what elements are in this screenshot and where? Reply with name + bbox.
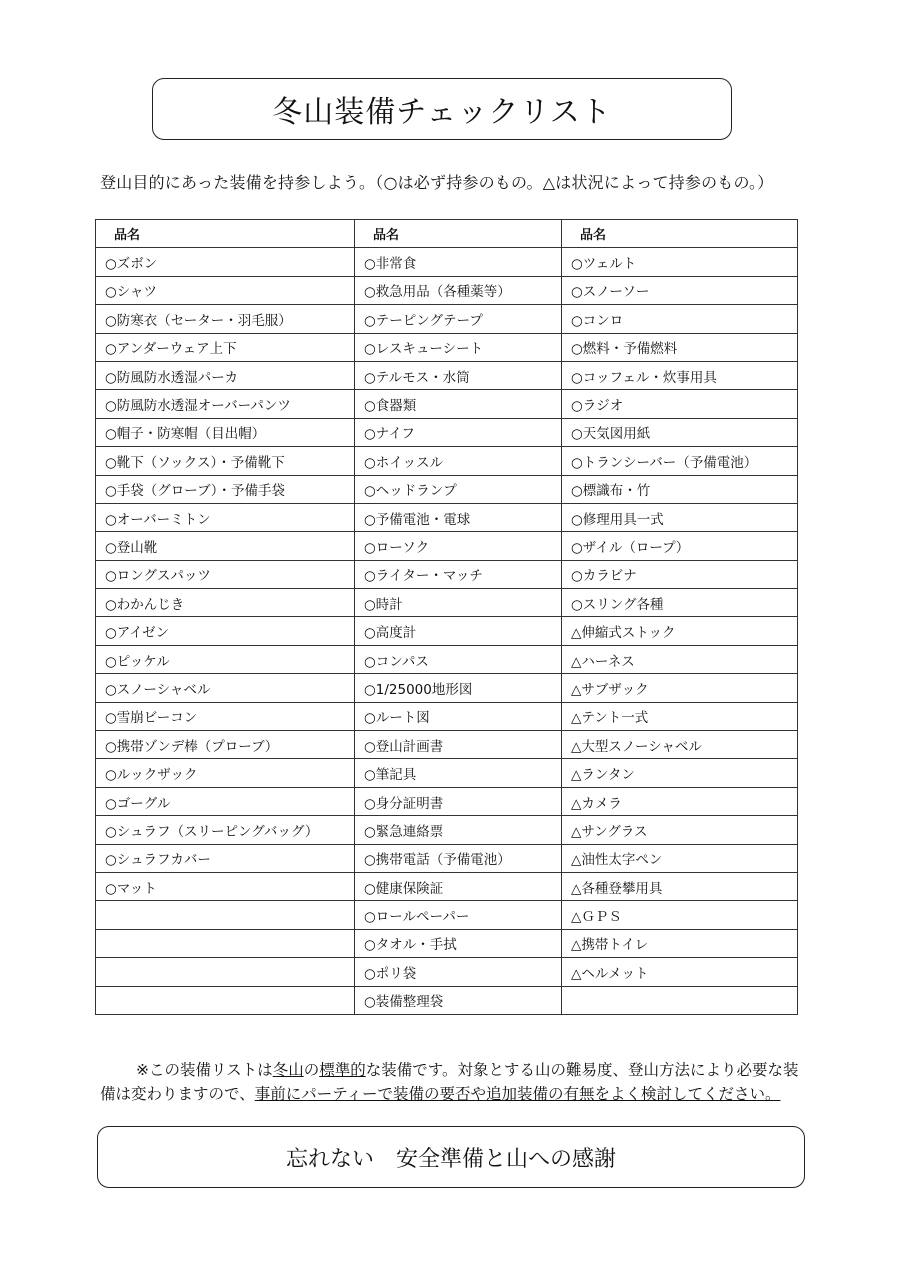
item-cell: ○スノーシャベル <box>96 674 355 702</box>
item-cell <box>562 986 798 1014</box>
column-header: 品名 <box>562 220 798 248</box>
item-cell: ○わかんじき <box>96 589 355 617</box>
table-row <box>96 617 798 645</box>
item-cell: ○防寒衣（セーター・羽毛服） <box>96 305 355 333</box>
item-cell: △大型スノーシャベル <box>562 731 798 759</box>
item-cell: ○ヘッドランプ <box>355 475 562 503</box>
item-cell: ○シュラフ（スリーピングバッグ） <box>96 816 355 844</box>
item-cell: ○1/25000地形図 <box>355 674 562 702</box>
table-row <box>96 361 798 389</box>
item-cell: ○靴下（ソックス）・予備靴下 <box>96 447 355 475</box>
underlined-text: 冬山 <box>272 1061 304 1079</box>
table-row <box>96 787 798 815</box>
item-cell: ○手袋（グローブ）・予備手袋 <box>96 475 355 503</box>
table-row <box>96 872 798 900</box>
item-cell: ○非常食 <box>355 248 562 276</box>
table-row <box>96 418 798 446</box>
item-cell: △カメラ <box>562 787 798 815</box>
item-cell: △各種登攀用具 <box>562 872 798 900</box>
item-cell: ○緊急連絡票 <box>355 816 562 844</box>
table-row <box>96 702 798 730</box>
footnote-line-1: ※この装備リストは冬山の標準的な装備です。対象とする山の難易度、登山方法により必要な装 <box>136 1061 799 1079</box>
title-box <box>152 78 732 140</box>
table-row <box>96 929 798 957</box>
table-row <box>96 958 798 986</box>
item-cell: ○スノーソー <box>562 276 798 304</box>
column-header: 品名 <box>355 220 562 248</box>
item-cell: ○ラジオ <box>562 390 798 418</box>
footnote-line-2: 備は変わりますので、事前にパーティーで装備の要否や追加装備の有無をよく検討してください。 <box>100 1085 781 1103</box>
item-cell: ○食器類 <box>355 390 562 418</box>
table-row <box>96 276 798 304</box>
item-cell: ○タオル・手拭 <box>355 929 562 957</box>
item-cell: △携帯トイレ <box>562 929 798 957</box>
item-cell: △テント一式 <box>562 702 798 730</box>
item-cell: ○ザイル（ロープ） <box>562 532 798 560</box>
item-cell: △ヘルメット <box>562 958 798 986</box>
item-cell: ○コンパス <box>355 645 562 673</box>
item-cell: ○ロングスパッツ <box>96 560 355 588</box>
intro-text: 登山目的にあった装備を持参しよう。（○は必ず持参のもの。△は状況によって持参のもの。） <box>100 173 774 192</box>
item-cell: ○防風防水透湿オーバーパンツ <box>96 390 355 418</box>
table-row <box>96 333 798 361</box>
item-cell: ○筆記具 <box>355 759 562 787</box>
item-cell: ○ルックザック <box>96 759 355 787</box>
item-cell: ○テルモス・水筒 <box>355 361 562 389</box>
item-cell: △伸縮式ストック <box>562 617 798 645</box>
item-cell: ○ナイフ <box>355 418 562 446</box>
item-cell: ○登山計画書 <box>355 731 562 759</box>
table-row <box>96 503 798 531</box>
item-cell: △油性太字ペン <box>562 844 798 872</box>
item-cell: ○トランシーバー（予備電池） <box>562 447 798 475</box>
item-cell: ○携帯電話（予備電池） <box>355 844 562 872</box>
item-cell: ○ホイッスル <box>355 447 562 475</box>
item-cell: ○予備電池・電球 <box>355 503 562 531</box>
item-cell: ○装備整理袋 <box>355 986 562 1014</box>
motto-box <box>97 1126 805 1188</box>
item-cell: ○シャツ <box>96 276 355 304</box>
page-title: 冬山装備チェックリスト <box>272 95 612 130</box>
table-row <box>96 759 798 787</box>
item-cell: ○シュラフカバー <box>96 844 355 872</box>
item-cell: △サングラス <box>562 816 798 844</box>
table-row <box>96 560 798 588</box>
item-cell: △ＧＰＳ <box>562 901 798 929</box>
item-cell <box>96 958 355 986</box>
table-row <box>96 986 798 1014</box>
item-cell: ○ツェルト <box>562 248 798 276</box>
item-cell: ○燃料・予備燃料 <box>562 333 798 361</box>
item-cell: ○アイゼン <box>96 617 355 645</box>
table-row <box>96 844 798 872</box>
item-cell: ○ズボン <box>96 248 355 276</box>
item-cell: ○携帯ゾンデ棒（プローブ） <box>96 731 355 759</box>
item-cell: ○スリング各種 <box>562 589 798 617</box>
footnote <box>100 1058 810 1106</box>
table-row <box>96 447 798 475</box>
item-cell: ○標識布・竹 <box>562 475 798 503</box>
item-cell: ○テーピングテープ <box>355 305 562 333</box>
table-row <box>96 901 798 929</box>
item-cell <box>96 901 355 929</box>
item-cell: ○コッフェル・炊事用具 <box>562 361 798 389</box>
item-cell: ○修理用具一式 <box>562 503 798 531</box>
item-cell: △ランタン <box>562 759 798 787</box>
item-cell: △ハーネス <box>562 645 798 673</box>
item-cell: ○登山靴 <box>96 532 355 560</box>
checklist-body <box>96 248 798 1015</box>
underlined-text: 標準的 <box>319 1061 366 1079</box>
table-row <box>96 674 798 702</box>
item-cell: ○コンロ <box>562 305 798 333</box>
item-cell: △サブザック <box>562 674 798 702</box>
table-row <box>96 589 798 617</box>
table-row <box>96 475 798 503</box>
underlined-text: 事前にパーティーで装備の要否や追加装備の有無をよく検討してください。 <box>254 1085 781 1103</box>
item-cell: ○時計 <box>355 589 562 617</box>
item-cell: ○カラビナ <box>562 560 798 588</box>
equipment-checklist-table <box>95 219 798 1015</box>
item-cell: ○マット <box>96 872 355 900</box>
table-row <box>96 645 798 673</box>
item-cell: ○天気図用紙 <box>562 418 798 446</box>
table-row <box>96 532 798 560</box>
item-cell: ○帽子・防寒帽（目出帽） <box>96 418 355 446</box>
motto-text: 忘れない 安全準備と山への感謝 <box>285 1146 616 1172</box>
column-header: 品名 <box>96 220 355 248</box>
item-cell <box>96 929 355 957</box>
table-row <box>96 731 798 759</box>
table-row <box>96 390 798 418</box>
item-cell: ○ロールペーパー <box>355 901 562 929</box>
table-row <box>96 248 798 276</box>
item-cell: ○防風防水透湿パーカ <box>96 361 355 389</box>
item-cell: ○ライター・マッチ <box>355 560 562 588</box>
item-cell: ○ゴーグル <box>96 787 355 815</box>
item-cell: ○高度計 <box>355 617 562 645</box>
table-header-row <box>96 220 798 248</box>
item-cell <box>96 986 355 1014</box>
table-row <box>96 816 798 844</box>
item-cell: ○ポリ袋 <box>355 958 562 986</box>
item-cell: ○健康保険証 <box>355 872 562 900</box>
table-row <box>96 305 798 333</box>
item-cell: ○レスキューシート <box>355 333 562 361</box>
item-cell: ○ローソク <box>355 532 562 560</box>
item-cell: ○雪崩ビーコン <box>96 702 355 730</box>
item-cell: ○身分証明書 <box>355 787 562 815</box>
item-cell: ○アンダーウェア上下 <box>96 333 355 361</box>
item-cell: ○救急用品（各種薬等） <box>355 276 562 304</box>
item-cell: ○ピッケル <box>96 645 355 673</box>
item-cell: ○ルート図 <box>355 702 562 730</box>
item-cell: ○オーバーミトン <box>96 503 355 531</box>
